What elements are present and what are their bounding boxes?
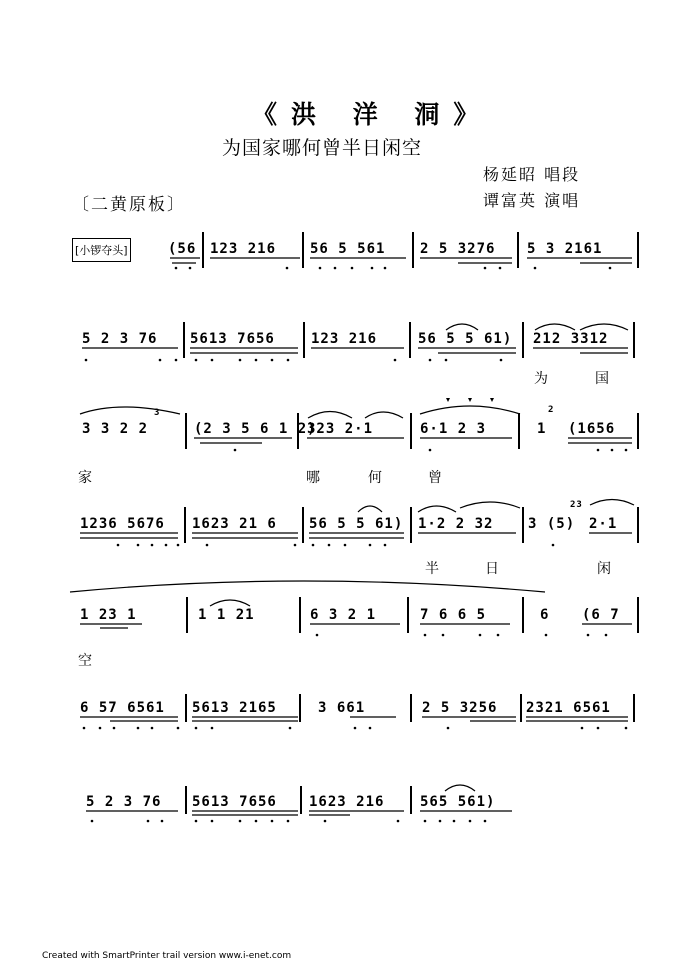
measure: 5613 7656 xyxy=(190,331,275,347)
footer-watermark: Created with SmartPrinter trail version www.i-enet.com xyxy=(42,951,292,961)
lyric: 家 xyxy=(78,470,92,486)
measure: 6 xyxy=(540,607,550,623)
measure: 56 5 5 61) xyxy=(309,516,404,532)
lyric: 空 xyxy=(78,653,92,669)
measure: 5 2 3 76 xyxy=(82,331,158,347)
measure: 2 5 3256 xyxy=(422,700,498,716)
lyric: 国 xyxy=(595,371,609,387)
measure: 123 216 xyxy=(311,331,378,347)
lyric: 曾 xyxy=(428,470,442,486)
measure: 6 57 6561 xyxy=(80,700,165,716)
measure: (2 3 5 6 1 2) xyxy=(194,421,317,437)
measure: 3 3 2 2 xyxy=(82,421,149,437)
measure: 1623 216 xyxy=(309,794,385,810)
measure: 2 5 3276 xyxy=(420,241,496,257)
measure: (1656 xyxy=(568,421,616,437)
singer-credit: 谭富英 演唱 xyxy=(483,191,581,210)
measure: 5613 2165 xyxy=(192,700,277,716)
page-title: 《洪 洋 洞》 xyxy=(252,100,493,129)
percussion-intro-label: [小锣夺头] xyxy=(72,238,131,262)
measure: 1 23 1 xyxy=(80,607,137,623)
measure: 56 5 5 61) xyxy=(418,331,513,347)
measure: 212 3312 xyxy=(533,331,609,347)
grace-note: 3 xyxy=(154,408,161,418)
measure: 1 xyxy=(537,421,547,437)
arranger-credit: 杨延昭 唱段 xyxy=(483,165,581,184)
measure: 1623 21 6 xyxy=(192,516,277,532)
measure: (6 7 xyxy=(582,607,620,623)
measure: 5 3 2161 xyxy=(527,241,603,257)
measure: 5 2 3 76 xyxy=(86,794,162,810)
lyric: 半 xyxy=(425,561,439,577)
measure: (56 xyxy=(168,241,197,257)
lyric: 哪 xyxy=(306,470,320,486)
measure: 56 5 561 xyxy=(310,241,386,257)
measure: 3 661 xyxy=(318,700,366,716)
measure: 3 (5) xyxy=(528,516,576,532)
measure: 2321 6561 xyxy=(526,700,611,716)
lyric: 为 xyxy=(534,371,548,387)
lyric: 日 xyxy=(485,561,499,577)
measure: 323 2·1 xyxy=(307,421,374,437)
page-subtitle: 为国家哪何曾半日闲空 xyxy=(222,137,423,159)
measure: 565 561) xyxy=(420,794,496,810)
mode-label: 〔二黄原板〕 xyxy=(72,195,186,215)
measure: 6·1 2 3 xyxy=(420,421,487,437)
measure: 123 216 xyxy=(210,241,277,257)
measure: 1 1 21 xyxy=(198,607,255,623)
measure: 7 6 6 5 xyxy=(420,607,487,623)
measure: 6 3 2 1 xyxy=(310,607,377,623)
measure: 2·1 xyxy=(589,516,618,532)
grace-note: 23 xyxy=(570,500,583,510)
measure: 1236 5676 xyxy=(80,516,165,532)
measure: 5613 7656 xyxy=(192,794,277,810)
grace-note: 2 xyxy=(548,405,555,415)
lyric: 闲 xyxy=(597,561,611,577)
measure: 1·2 2 32 xyxy=(418,516,494,532)
lyric: 何 xyxy=(368,470,382,486)
